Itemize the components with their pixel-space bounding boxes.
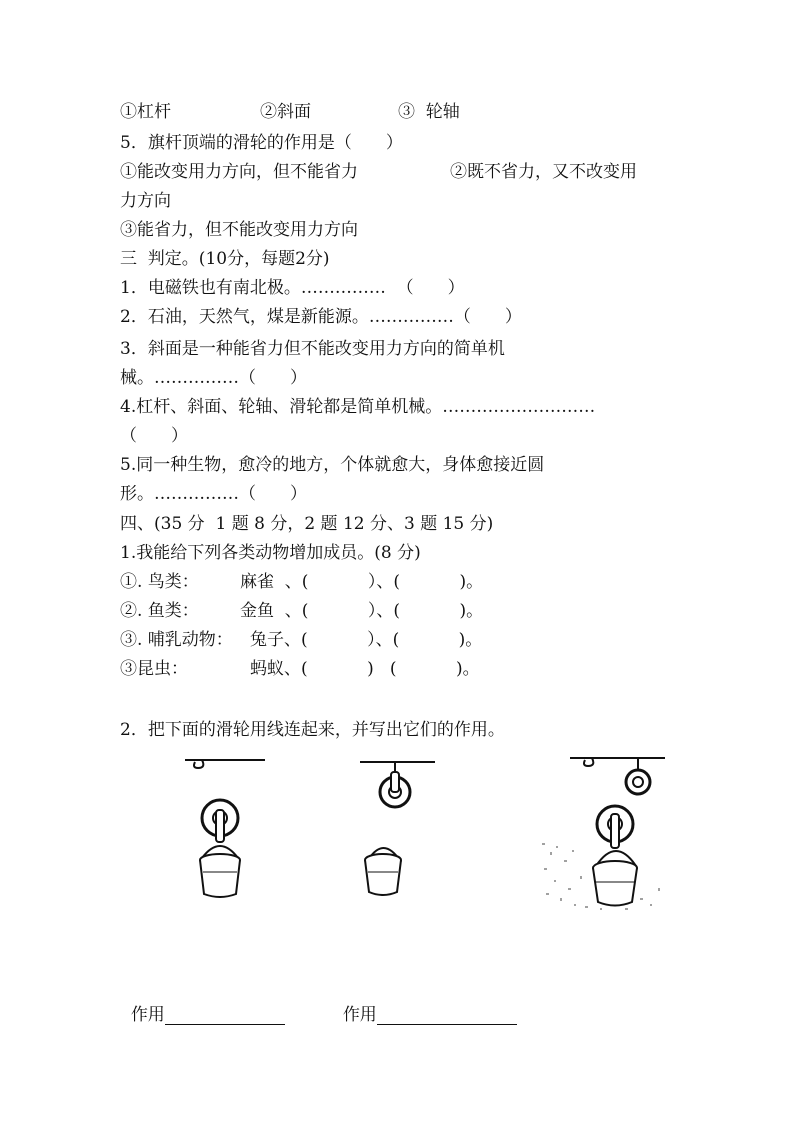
answer-blank-1[interactable] (165, 1006, 285, 1025)
judge-item-5-cont: 形。……………（ ） (120, 484, 307, 504)
judge-item-2: 2．石油，天然气，煤是新能源。……………（ ） (120, 307, 522, 327)
q5-option-2-cont: 力方向 (120, 191, 171, 211)
answer-label-1: 作用 (130, 1005, 165, 1025)
animal-row-insects: ③昆虫： (120, 659, 188, 679)
q5-stem: 5．旗杆顶端的滑轮的作用是（ ） (120, 133, 403, 153)
pulley-figure-2 (355, 750, 445, 910)
animal-row-birds-fill: 麻雀 、( ）、( )。 (240, 572, 484, 592)
judge-item-5: 5.同一种生物，愈冷的地方，个体就愈大，身体愈接近圆 (120, 455, 545, 475)
animal-row-fish-fill: 金鱼 、( ）、( )。 (240, 601, 484, 621)
section4-q1: 1.我能给下列各类动物增加成员。(8 分) (120, 543, 421, 563)
q5-option-1: ①能改变用力方向，但不能省力 (120, 162, 358, 182)
answer-field-2[interactable] (332, 985, 517, 1025)
animal-row-mammals: ③. 哺乳动物： (120, 630, 233, 650)
judge-item-3-cont: 械。……………（ ） (120, 368, 307, 388)
judge-item-1: 1．电磁铁也有南北极。…………… （ ） (120, 278, 465, 298)
animal-row-birds: ①. 鸟类： (120, 572, 199, 592)
judge-item-4: 4.杠杆、斜面、轮轴、滑轮都是简单机械。……………………… (120, 397, 596, 417)
animal-row-fish: ②. 鱼类： (120, 601, 199, 621)
q5-option-2: ②既不省力，又不改变用 (450, 162, 637, 182)
animal-row-insects-fill: 蚂蚁、( ) ( )。 (250, 659, 480, 679)
section4-q2: 2．把下面的滑轮用线连起来，并写出它们的作用。 (120, 720, 505, 740)
answer-blank-2[interactable] (377, 1006, 517, 1025)
option-incline: ②斜面 (260, 102, 311, 122)
q5-option-3: ③能省力，但不能改变用力方向 (120, 220, 358, 240)
option-lever: ①杠杆 (120, 102, 171, 122)
answer-field-1[interactable] (120, 985, 285, 1025)
judge-item-4-cont: （ ） (120, 426, 188, 446)
answer-label-2: 作用 (342, 1005, 377, 1025)
section3-heading: 三 判定。(10分，每题2分) (120, 249, 330, 269)
pulley-figure-3 (540, 748, 670, 913)
section4-heading: 四、(35 分 1 题 8 分，2 题 12 分、3 题 15 分) (120, 514, 494, 534)
animal-row-mammals-fill: 兔子、( ）、( )。 (250, 630, 483, 650)
option-wheel-axle: ③ 轮轴 (398, 102, 460, 122)
pulley-figure-1 (180, 750, 280, 910)
judge-item-3: 3．斜面是一种能省力但不能改变用力方向的简单机 (120, 339, 505, 359)
